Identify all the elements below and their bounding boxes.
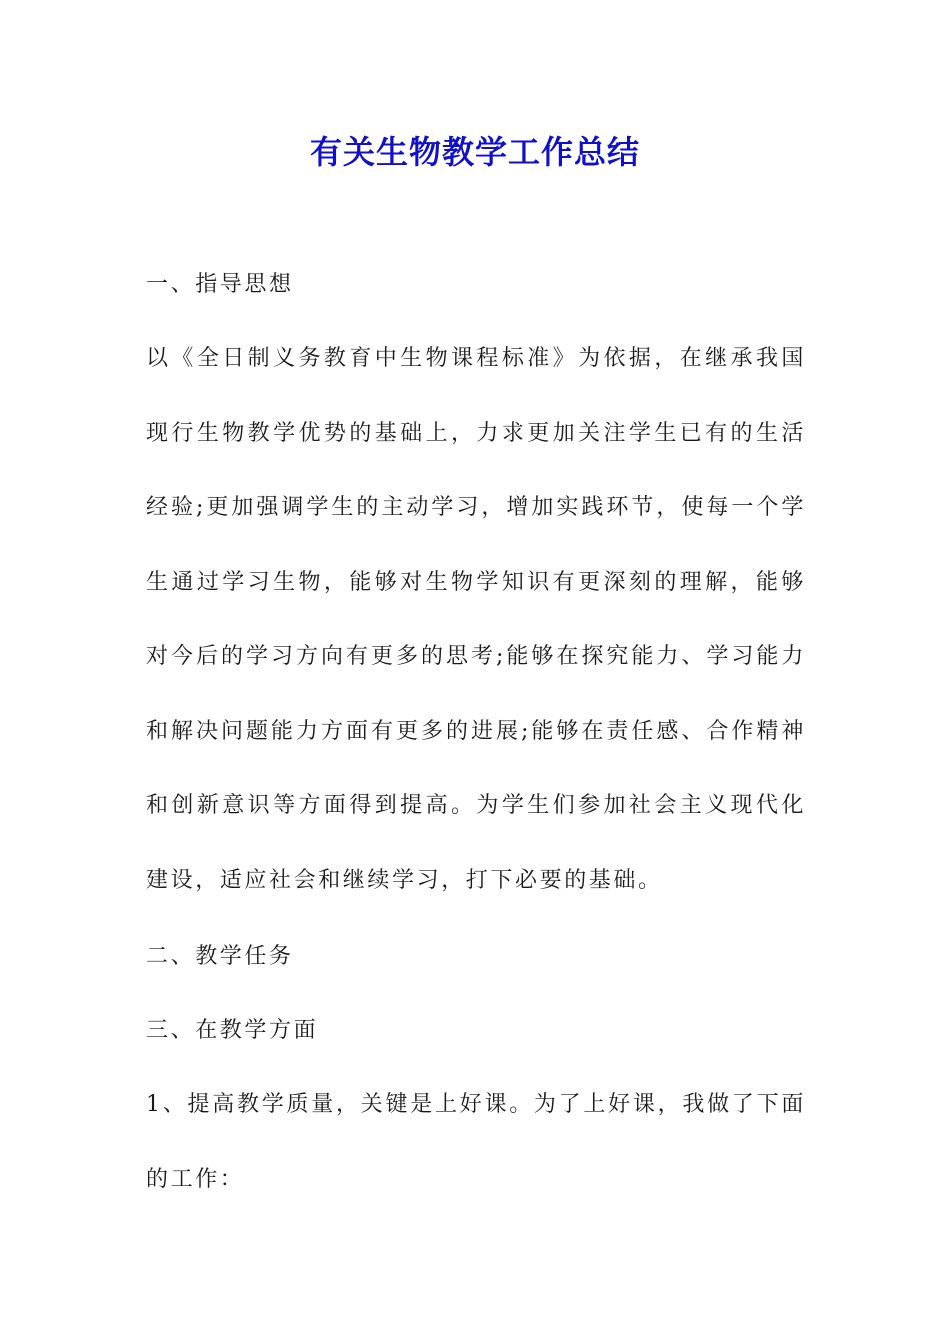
section-heading-teaching-aspects: 三、在教学方面: [146, 1018, 319, 1043]
paragraph-item-1: 1、提高教学质量，关键是上好课。为了上好课，我做了下面的工作：: [146, 1092, 806, 1192]
section-heading-guiding-ideology: 一、指导思想: [146, 272, 294, 297]
document-title: 有关生物教学工作总结: [309, 133, 640, 171]
section-heading-teaching-tasks: 二、教学任务: [146, 944, 294, 969]
paragraph-guiding-ideology: 以《全日制义务教育中生物课程标准》为依据，在继承我国现行生物教学优势的基础上，力求更加关注学生已有的生活经验;更加强调学生的主动学习，增加实践环节，使每一个学生通过学习生物，能够对生物学知识有更深刻的理解，能够对今后的学习方向有更多的思考;能够在探究能力、学习能力和解决问题能力方面有更多的进展;能够在责任感、合作精神和创新意识等方面得到提高。为学生们参加社会主义现代化建设，适应社会和继续学习，打下必要的基础。: [146, 346, 806, 893]
